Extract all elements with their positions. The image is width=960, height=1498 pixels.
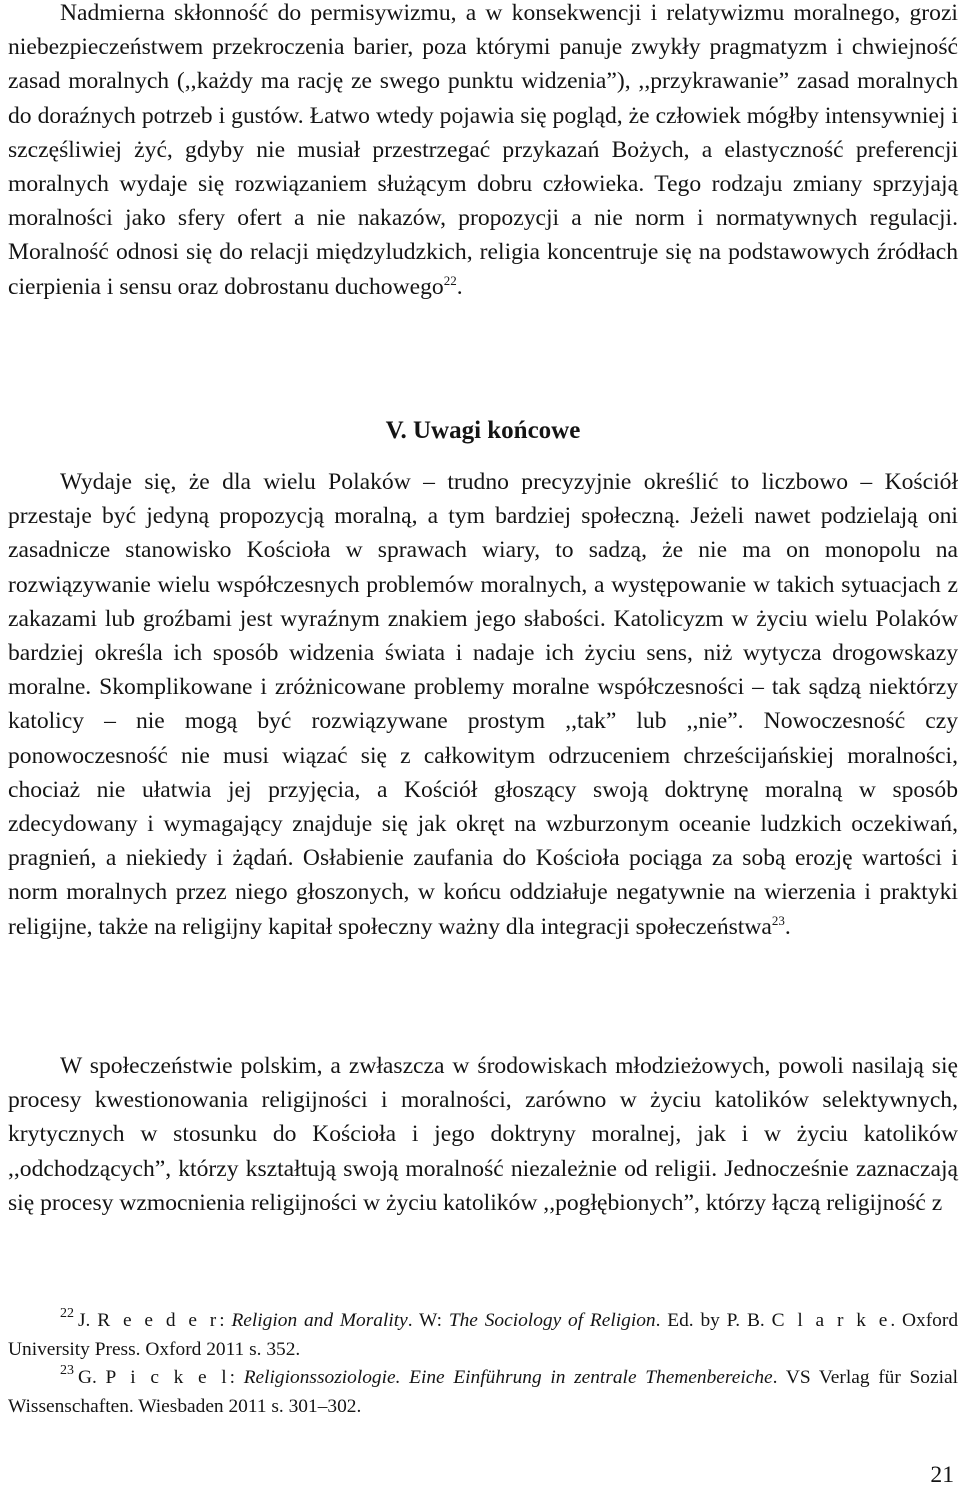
page-number: 21: [930, 1462, 954, 1488]
footnote-author: P i c k e l: [105, 1367, 230, 1388]
footnote-23: [8, 1364, 958, 1421]
footnote-ref-23[interactable]: 23: [771, 912, 785, 928]
footnote-22: [8, 1307, 958, 1364]
footnote-number: 23: [60, 1363, 74, 1378]
footnote-initial: J.: [78, 1310, 91, 1331]
paragraph-2-text: Wydaje się, że dla wielu Polaków – trudno precyzyjnie określić to liczbowo – Kościół przestaje być jedyną propozycją moralną, a tym bardziej społeczną. Jeżeli nawet podzielają oni zasadnicze stanowisko Kościoła w sprawach wiary, to sadzą, że nie ma on monopolu na rozwiązywanie wielu współczesnych problemów moralnych, a występowanie w takich sytuacjach z zakazami lub groźbami jest wyraźnym znakiem jego słabości. Katolicyzm w życiu wielu Polaków bardziej określa ich sposób widzenia świata i nadaje ich życiu sens, niż wytycza drogowskazy moralne. Skomplikowane i zróżnicowane problemy moralne współczesności – tak sądzą niektórzy katolicy – nie mogą być rozwiązywane prostym ,,tak” lub ,,nie”. Nowoczesność czy ponowoczesność nie musi wiązać się z całkowitym odrzuceniem chrześcijańskiej moralności, chociaż nie ułatwia jej przyjęcia, a Kościół głoszący swoją doktrynę moralną w sposób zdecydowany i wymagający znajduje się jak okręt na wzburzonym oceanie ludzkich oczekiwań, pragnień, a niekiedy i żądań. Osłabienie zaufania do Kościoła pociąga za sobą erozję wartości i norm moralnych przez niego głoszonych, w końcu oddziałuje negatywnie na wierzenia i praktyki religijne, także na religijny kapitał społeczny ważny dla integracji społeczeństwa: [8, 469, 958, 940]
footnote-mid: . W:: [407, 1310, 442, 1331]
footnote-number: 22: [60, 1306, 74, 1321]
paragraph-1-text: Nadmierna skłonność do permisywizmu, a w konsekwencji i relatywizmu moralnego, grozi niebezpieczeństwem przekroczenia barier, poza którymi panuje zwykły pragmatyzm i chwiejność zasad moralnych (,,każdy ma rację ze swego punktu widzenia”), ,,przykrawanie” zasad moralnych do doraźnych potrzeb i gustów. Łatwo wtedy pojawia się pogląd, że człowiek mógłby intensywniej i szczęśliwiej żyć, gdyby nie musiał przestrzegać przykazań Bożych, a elastyczność preferencji moralnych wydaje się rozwiązaniem służącym dobru człowieka. Tego rodzaju zmiany sprzyjają moralności jako sfery ofert a nie nakazów, propozycji a nie norm i normatywnych regulacji. Moralność odnosi się do relacji międzyludzkich, religia koncentruje się na podstawowych źródłach cierpienia i sensu oraz dobrostanu duchowego: [8, 0, 958, 300]
footnote-rest: . Oxford University Press. Oxford 2011 s. 352.: [8, 1310, 959, 1360]
paragraph-2-end: .: [784, 913, 791, 940]
footnote-ed: . Ed. by P. B.: [655, 1310, 765, 1331]
footnote-colon: :: [219, 1310, 225, 1331]
footnote-author: R e e d e r: [97, 1310, 220, 1331]
body-paragraph-1: [8, 0, 958, 304]
footnote-title: Religion and Morality: [231, 1310, 408, 1331]
footnote-colon: :: [229, 1367, 236, 1388]
footnote-title: Religionssoziologie. Eine Einführung in zentrale Themenbereiche: [243, 1367, 773, 1388]
footnote-editor: C l a r k e: [771, 1310, 891, 1331]
section-heading: V. Uwagi końcowe: [385, 417, 581, 444]
footnote-rest: . VS Verlag für Sozial Wissenschaften. Wiesbaden 2011 s. 301–302.: [8, 1367, 958, 1417]
body-paragraph-3: W społeczeństwie polskim, a zwłaszcza w środowiskach młodzieżowych, powoli nasilają się procesy kwestionowania religijności i moralności, zarówno w życiu katolików selektywnych, krytycznych w stosunku do Kościoła i jego doktryny moralnej, jak i w życiu katolików ,,odchodzących”, którzy kształtują swoją moralność niezależnie od religii. Jednocześnie zaznaczają się procesy wzmocnienia religijności w życiu katolików ,,pogłębionych”, którzy łączą religijność z: [8, 1053, 958, 1216]
footnote-book: The Sociology of Religion: [448, 1310, 656, 1331]
footnotes: [8, 1307, 958, 1421]
body-paragraph-2: [8, 465, 958, 944]
footnote-ref-22[interactable]: 22: [443, 272, 457, 288]
paragraph-1-end: .: [456, 273, 463, 300]
footnote-initial: G.: [78, 1367, 97, 1388]
